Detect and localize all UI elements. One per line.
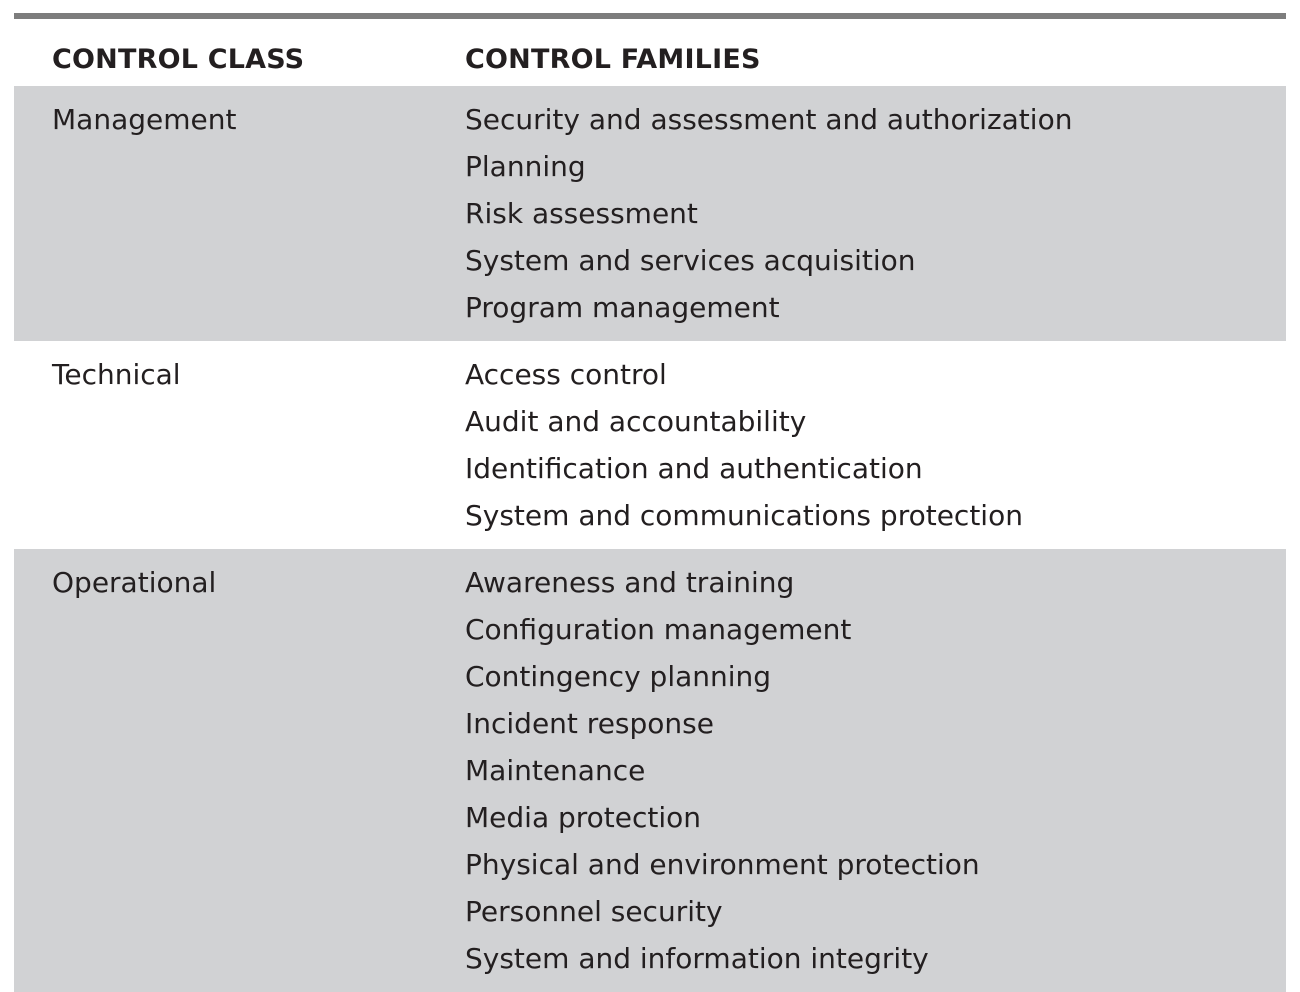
control-family-item: Audit and accountability [465,405,807,438]
table-body [14,86,1286,992]
control-family-item: Security and assessment and authorization [465,103,1073,136]
control-families-list [14,351,1286,539]
control-family-item: Maintenance [465,754,646,787]
control-family-item: Physical and environment protection [465,848,980,881]
header-control-class: CONTROL CLASS [52,44,305,75]
header-control-families: CONTROL FAMILIES [465,44,761,75]
control-family-item: System and communications protection [465,499,1023,532]
control-table [14,19,1286,992]
control-family-item: System and services acquisition [465,244,916,277]
control-family-item: Risk assessment [465,197,698,230]
control-families-list [14,559,1286,982]
control-family-item: Access control [465,358,667,391]
control-family-item: Personnel security [465,895,723,928]
table-row-group [14,549,1286,992]
table-row-group [14,86,1286,341]
control-family-item: Incident response [465,707,714,740]
control-family-item: Contingency planning [465,660,772,693]
table-row-group [14,341,1286,549]
control-family-item: Configuration management [465,613,852,646]
header-row [14,19,1286,86]
control-class-cell: Operational [52,566,217,599]
control-family-item: Awareness and training [465,566,795,599]
control-family-item: Program management [465,291,780,324]
control-class-cell: Management [52,103,237,136]
control-family-item: Identification and authentication [465,452,923,485]
control-family-item: Media protection [465,801,702,834]
control-family-item: System and information integrity [465,942,929,975]
control-family-item: Planning [465,150,586,183]
control-class-cell: Technical [52,358,181,391]
